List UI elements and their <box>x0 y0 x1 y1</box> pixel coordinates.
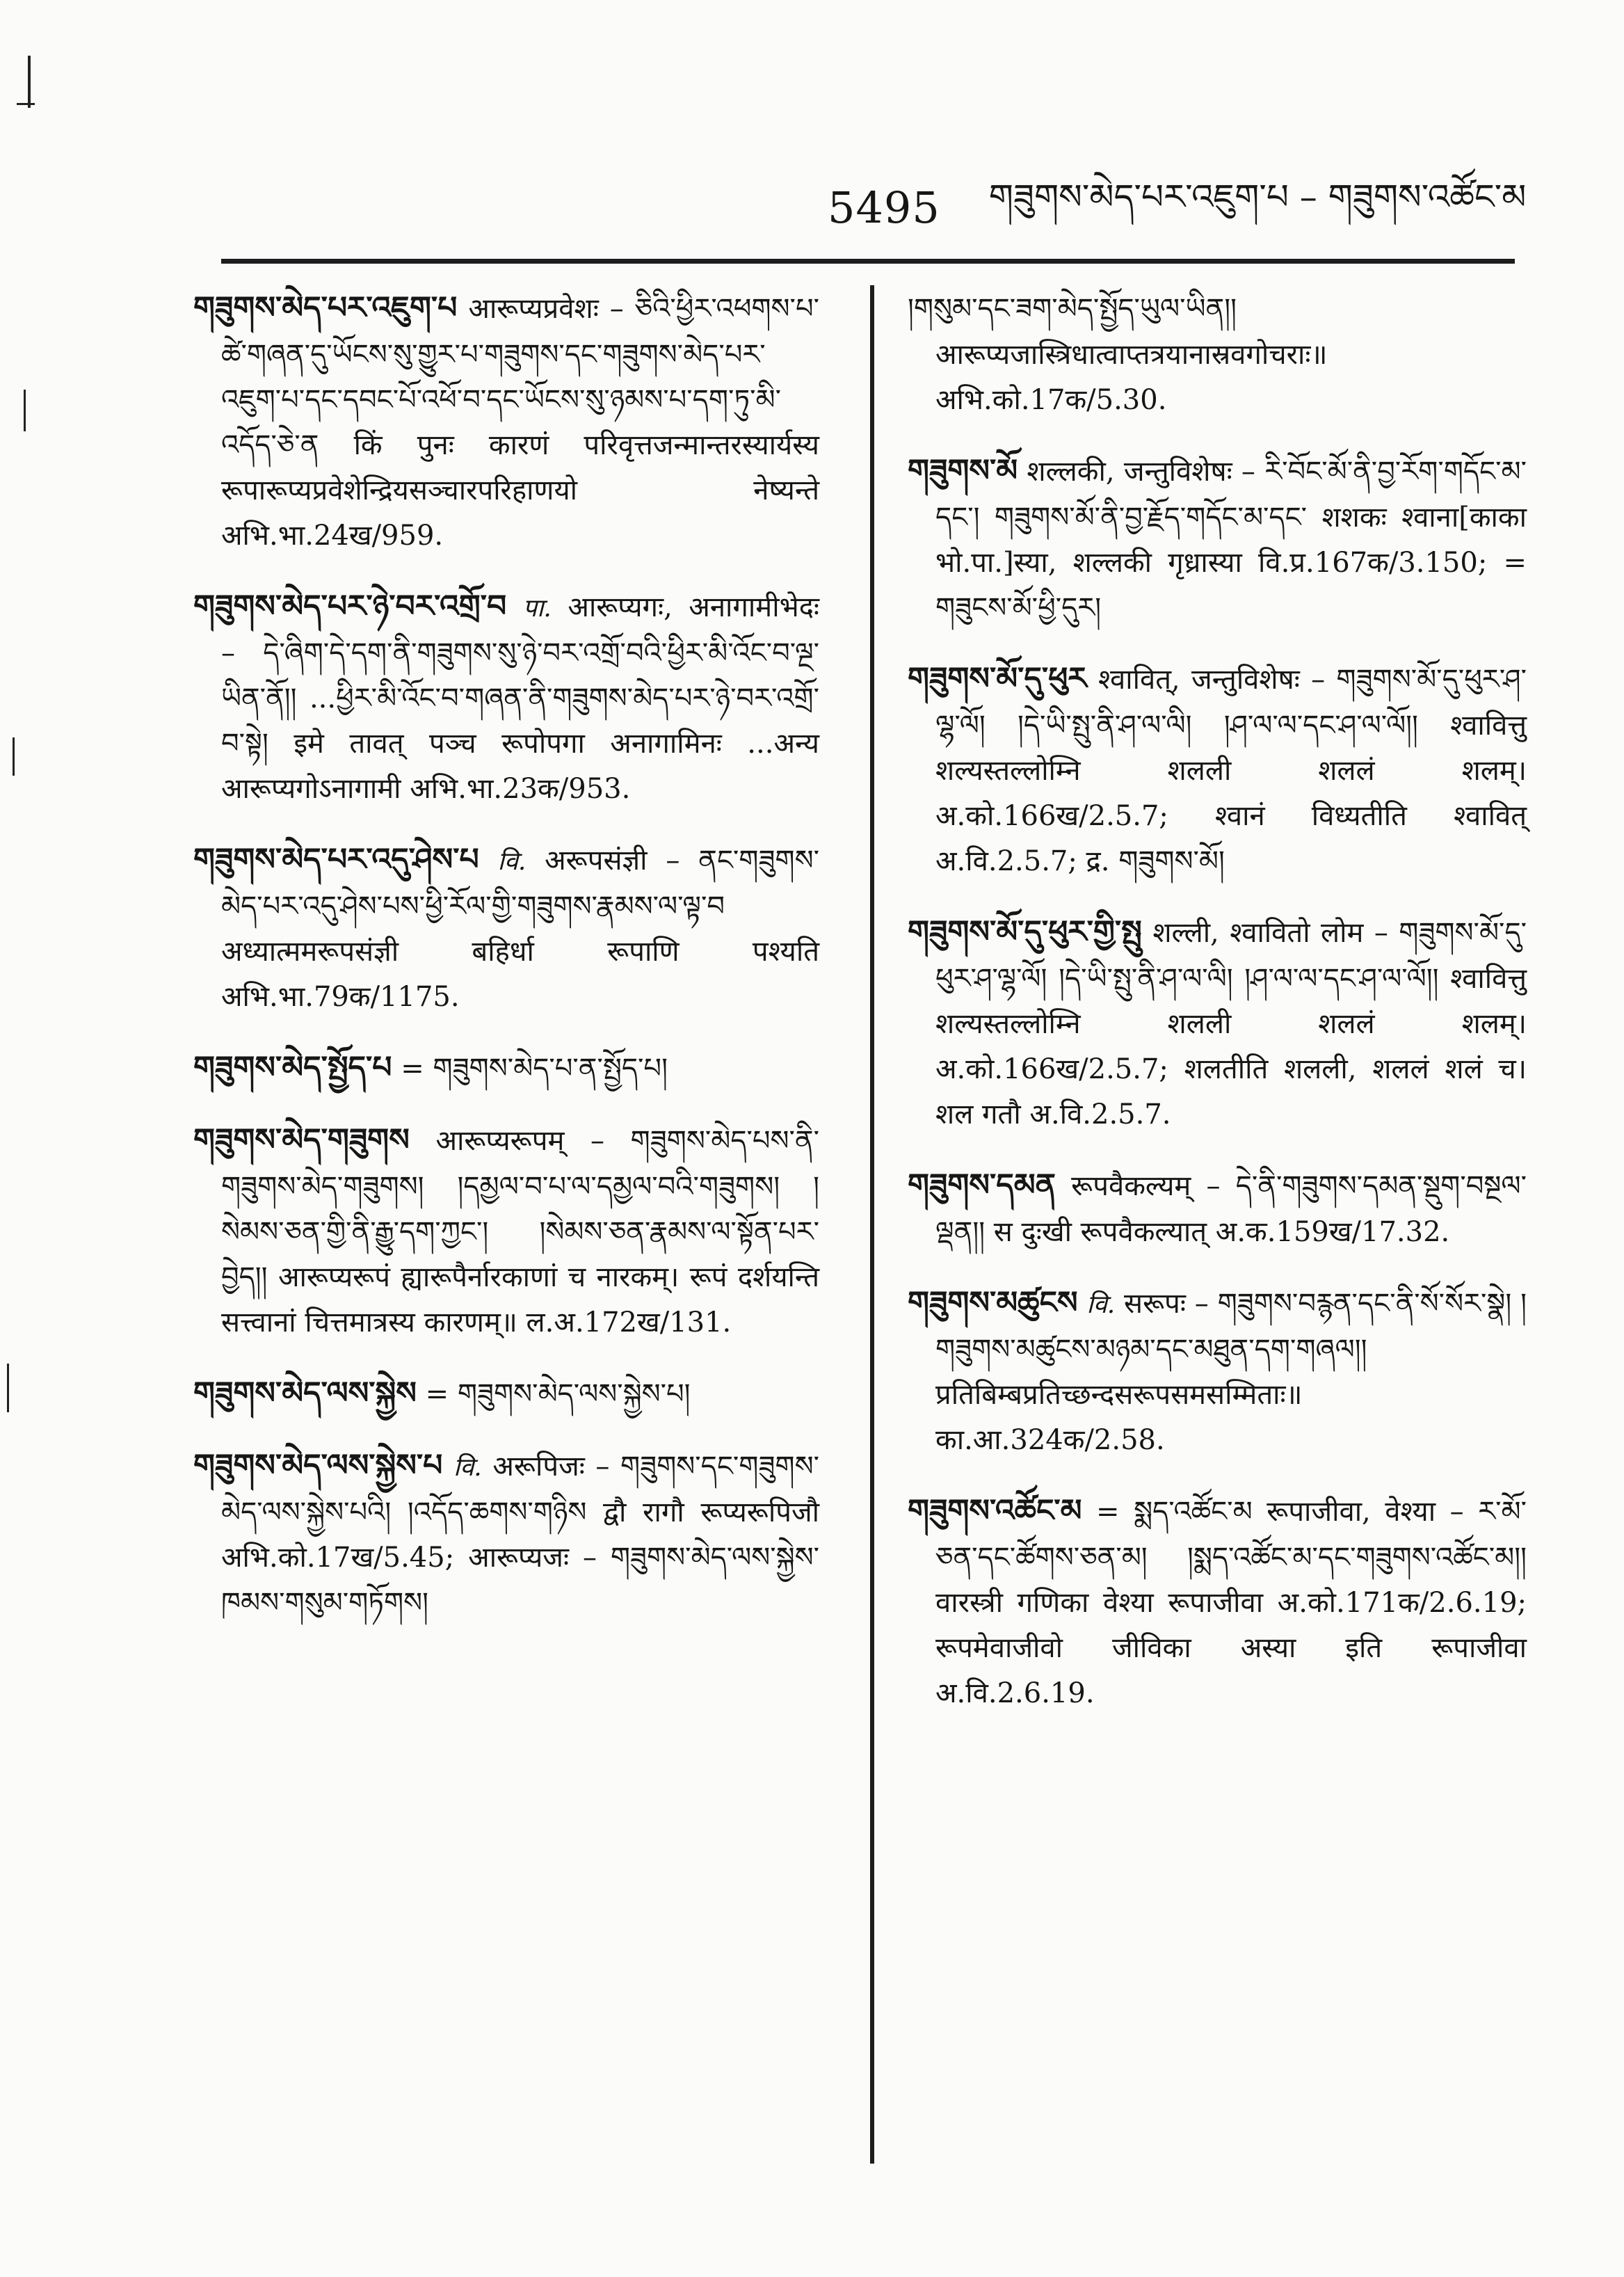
entry-text: आरूप्यरूपम् – གཟུགས་མེད་པས་ནི་གཟུགས་མེད་གཟུགས། །དམྱལ་བ་པ་ལ་དམྱལ་བའི་གཟུགས། །སེམས་ཅན་གྱི་ནི་རྒྱུ་དག་ཀྱང་། །སེམས་ཅན་རྣམས་ལ་སྟོན་པར་བྱེད།། आरूप्यरूपं ह्यारूपैर्नारकाणां च नारकम्। रूपं दर्शयन्ति सत्त्वानां चित्तमात्रस्य कारणम्॥ ल.अ.172ख/131. <box>221 1125 819 1339</box>
dictionary-entry <box>193 837 819 1020</box>
entry-text: सरूपः – གཟུགས་བརྙན་དང་ནི་སོ་སོར་སྣེ། །གཟུགས་མཚུངས་མཉམ་དང་མཐུན་དག་གཞལ།། प्रतिबिम्बप्रतिच्छन्दसरूपसमसम्मिताः॥ का.आ.324क/2.58. <box>935 1288 1527 1456</box>
entry-text: अरूपसंज्ञी – ནང་གཟུགས་མེད་པར་འདུ་ཤེས་པས་ཕྱི་རོལ་གྱི་གཟུགས་རྣམས་ལ་ལྟ་བ अध्यात्ममरूपसंज्ञी बहिर्धा रूपाणि पश्यति अभि.भा.79क/1175. <box>221 845 819 1013</box>
margin-mark <box>24 390 26 431</box>
entry-headword: གཟུགས་དམན <box>908 1167 1056 1203</box>
entry-headword: གཟུགས་མེད་སྤྱོད་པ <box>193 1050 392 1085</box>
grammar-tag: वि. <box>453 1453 482 1482</box>
dictionary-entry <box>908 656 1527 884</box>
entry-headword: གཟུགས་མོ <box>908 453 1018 488</box>
entry-text: रूपवैकल्यम् – དེ་ནི་གཟུགས་དམན་སྡུག་བསྔལ་ལྡན།། स दुःखी रूपवैकल्यात् अ.क.159ख/17.32. <box>935 1170 1527 1248</box>
dictionary-entry <box>908 1280 1527 1463</box>
dictionary-entry <box>908 285 1527 423</box>
entry-headword: གཟུགས་མཚུངས <box>908 1285 1078 1320</box>
dictionary-entry <box>193 1371 819 1418</box>
entry-headword: གཟུགས་མེད་པར་ཉེ་བར་འགྲོ་བ <box>193 589 507 624</box>
header-rule <box>221 259 1515 264</box>
entry-headword: གཟུགས་མོ་དུ་ཕུར་གྱི་སྤུ <box>908 914 1142 950</box>
entry-headword: གཟུགས་མེད་པར་འཇུག་པ <box>193 290 458 326</box>
dictionary-entry <box>193 584 819 812</box>
column-divider <box>870 285 874 2164</box>
left-column <box>193 285 819 1651</box>
page-number: 5495 <box>828 182 940 233</box>
entry-text: श्वावित्, जन्तुविशेषः – གཟུགས་མོ་དུ་ཕུར་ཤ་ལྷ་ལོ། །དེ་ཡི་སྤུ་ནི་ཤ་ལ་ལི། །ཤ་ལ་ལ་དང་ཤ་ལ་ལོ།། श्वावित्तु शल्यस्तल्लोम्नि शलली शललं शलम्। अ.को.166ख/2.5.7; श्वानं विध्यतीति श्वावित् अ.वि.2.5.7; द्र. གཟུགས་མོ། <box>935 664 1527 877</box>
dictionary-entry <box>193 285 819 559</box>
dictionary-entry <box>908 1488 1527 1716</box>
grammar-tag: वि. <box>1086 1291 1116 1319</box>
dictionary-entry <box>193 1117 819 1345</box>
entry-text: शल्लकी, जन्तुविशेषः – རི་བོང་མོ་ནི་བྱ་རོག་གདོང་མ་དང་། གཟུགས་མོ་ནི་བྱ་རྗོད་གདོང་མ་དང་ शशकः श्वाना[काका भो.पा.]स्या, शल्लकी गृध्रास्या वि.प्र.167क/3.150; = གཟུངས་མོ་ཕྱི་དུར། <box>935 456 1527 624</box>
dictionary-entry <box>193 1443 819 1626</box>
entry-text: आरूप्यप्रवेशः – ཅིའི་ཕྱིར་འཕགས་པ་ཚེ་གཞན་དུ་ཡོངས་སུ་གྱུར་པ་གཟུགས་དང་གཟུགས་མེད་པར་འཇུག་པ་དང་དབང་པོ་འཕོ་བ་དང་ཡོངས་སུ་ཉམས་པ་དག་ཏུ་མི་འདོད་ཅེ་ན किं पुनः कारणं परिवृत्तजन्मान्तरस्यार्यस्य रूपारूप्यप्रवेशेन्द्रियसञ्चारपरिहाणयो नेष्यन्ते अभि.भा.24ख/959. <box>221 293 819 552</box>
entry-text: अरूपिजः – གཟུགས་དང་གཟུགས་མེད་ལས་སྐྱེས་པའི། །འདོད་ཆགས་གཉིས द्वौ रागौ रूप्यरूपिजौ अभि.को.17ख/5.45; आरूप्यजः – གཟུགས་མེད་ལས་སྐྱེས་ཁམས་གསུམ་གཏོགས། <box>221 1451 819 1619</box>
entry-headword: གཟུགས་མེད་པར་འདུ་ཤེས་པ <box>193 842 479 877</box>
margin-mark <box>7 1364 9 1412</box>
margin-mark <box>13 737 15 776</box>
entry-text: आरूप्यगः, अनागामीभेदः – དེ་ཞིག་དེ་དག་ནི་གཟུགས་སུ་ཉེ་བར་འགྲོ་བའི་ཕྱིར་མི་འོང་བ་ལྔ་ཡིན་ནོ།། ...ཕྱིར་མི་འོང་བ་གཞན་ནི་གཟུགས་མེད་པར་ཉེ་བར་འགྲོ་བ་སྟེ། इमे तावत् पञ्च रूपोपगा अनागामिनः ...अन्य आरूप्यगोऽनागामी अभि.भा.23क/953. <box>221 591 820 805</box>
page-header <box>828 166 1527 249</box>
entry-headword: གཟུགས་འཚོང་མ <box>908 1493 1082 1528</box>
entry-text: = སྨད་འཚོང་མ रूपाजीवा, वेश्या – ར་མོ་ཅན་དང་ཚོགས་ཅན་མ། །སྨད་འཚོང་མ་དང་གཟུགས་འཚོང་མ།། वारस्त्री गणिका वेश्या रूपाजीवा अ.को.171क/2.6.19; रूपमेवाजीवो जीविका अस्या इति रूपाजीवा अ.वि.2.6.19. <box>935 1496 1527 1709</box>
entry-text: = གཟུགས་མེད་པ་ན་སྤྱོད་པ། <box>401 1053 668 1085</box>
entry-headword: གཟུགས་མེད་གཟུགས <box>193 1122 410 1158</box>
grammar-tag: वि. <box>497 847 526 876</box>
entry-text: = གཟུགས་མེད་ལས་སྐྱེས་པ། <box>425 1378 691 1410</box>
margin-mark <box>17 103 35 105</box>
margin-mark <box>28 56 31 108</box>
dictionary-entry <box>193 1045 819 1092</box>
dictionary-entry <box>908 1163 1527 1255</box>
entry-headword: གཟུགས་མེད་ལས་སྐྱེས <box>193 1375 417 1411</box>
dictionary-entry <box>908 909 1527 1137</box>
grammar-tag: पा. <box>522 594 552 623</box>
entry-text: शल्ली, श्वावितो लोम – གཟུགས་མོ་དུ་ཕུར་ཤ་ལྷ་ལོ། །དེ་ཡི་སྤུ་ནི་ཤ་ལ་ལི། །ཤ་ལ་ལ་དང་ཤ་ལ་ལོ།། श्वावित्तु शल्यस्तल्लोम्नि शलली शललं शलम्। अ.को.166ख/2.5.7; शलतीति शलली, शललं शलं च। शल गतौ अ.वि.2.5.7. <box>935 917 1527 1130</box>
entry-headword: གཟུགས་མོ་དུ་ཕུར <box>908 661 1087 696</box>
dictionary-entry <box>908 448 1527 631</box>
right-column <box>908 285 1527 1741</box>
entry-headword: གཟུགས་མེད་ལས་སྐྱེས་པ <box>193 1448 443 1483</box>
entry-text: །གསུམ་དང་ཟག་མེད་སྤྱོད་ཡུལ་ཡིན།། आरूप्यजास्त्रिधात्वाप्तत्रयानास्रवगोचराः॥ अभि.को.17क/5.30. <box>908 293 1328 416</box>
running-head: གཟུགས་མེད་པར་འཇུག་པ – གཟུགས་འཚོང་མ <box>988 177 1527 217</box>
